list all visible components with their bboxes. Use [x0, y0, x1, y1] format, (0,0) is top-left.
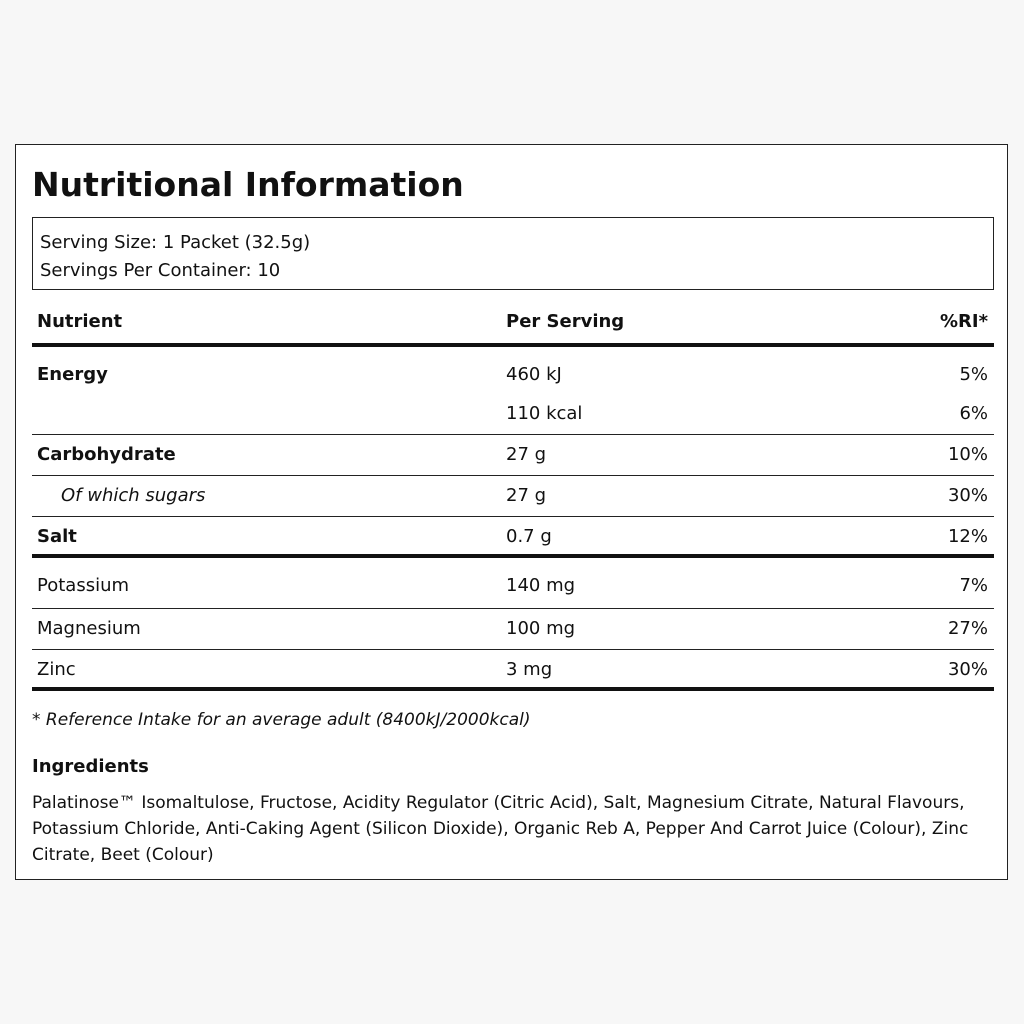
- nutrient-name: Energy: [37, 364, 108, 385]
- nutrient-amount: 460 kJ: [506, 364, 562, 385]
- nutrient-ri: 7%: [959, 575, 988, 596]
- nutrient-ri: 27%: [947, 618, 988, 639]
- table-row: [32, 609, 994, 650]
- nutrient-ri: 30%: [947, 485, 988, 506]
- reference-intake-footnote: * Reference Intake for an average adult (8400kJ/2000kcal): [32, 710, 531, 730]
- serving-info-box: [32, 217, 994, 290]
- table-row: [32, 435, 994, 476]
- nutrient-name: Magnesium: [37, 618, 141, 639]
- nutrient-amount: 3 mg: [506, 659, 553, 680]
- table-row: [32, 558, 994, 609]
- page-title: Nutritional Information: [32, 165, 464, 204]
- nutrient-name: Carbohydrate: [37, 444, 176, 465]
- ingredients-list: Palatinose™ Isomaltulose, Fructose, Acidity Regulator (Citric Acid), Salt, Magnesium Citrate, Natural Flavours, Potassium Chloride, Anti-Caking Agent (Silicon Dioxide), Organic Reb A, Pepper And Carrot Juice (Colour), Zinc Citrate, Beet (Colour): [32, 793, 969, 865]
- nutrient-ri: 10%: [947, 444, 988, 465]
- header-per-serving: Per Serving: [506, 311, 625, 332]
- nutrient-amount: 100 mg: [506, 618, 576, 639]
- table-row-energy: [32, 347, 994, 435]
- nutrient-ri: 6%: [959, 403, 988, 424]
- nutrient-name: Salt: [37, 526, 77, 547]
- nutrition-table: [32, 303, 994, 691]
- nutrient-amount: 110 kcal: [506, 403, 583, 424]
- nutrient-amount: 0.7 g: [506, 526, 552, 547]
- ingredients-heading: Ingredients: [32, 756, 149, 777]
- header-ri: %RI*: [939, 311, 988, 332]
- serving-size: Serving Size: 1 Packet (32.5g): [40, 232, 311, 253]
- nutrient-amount: 27 g: [506, 444, 547, 465]
- table-row: [32, 476, 994, 517]
- table-header-row: [32, 303, 994, 347]
- nutrient-amount: 27 g: [506, 485, 547, 506]
- nutrient-ri: 30%: [947, 659, 988, 680]
- nutrition-panel: [15, 144, 1008, 880]
- nutrient-ri: 12%: [947, 526, 988, 547]
- header-nutrient: Nutrient: [37, 311, 123, 332]
- table-row: [32, 650, 994, 691]
- nutrient-name: Potassium: [37, 575, 130, 596]
- nutrient-name: Zinc: [37, 659, 76, 680]
- table-row: [32, 517, 994, 558]
- nutrient-amount: 140 mg: [506, 575, 576, 596]
- servings-per-container: Servings Per Container: 10: [40, 260, 281, 281]
- nutrient-name: Of which sugars: [61, 485, 206, 506]
- nutrient-ri: 5%: [959, 364, 988, 385]
